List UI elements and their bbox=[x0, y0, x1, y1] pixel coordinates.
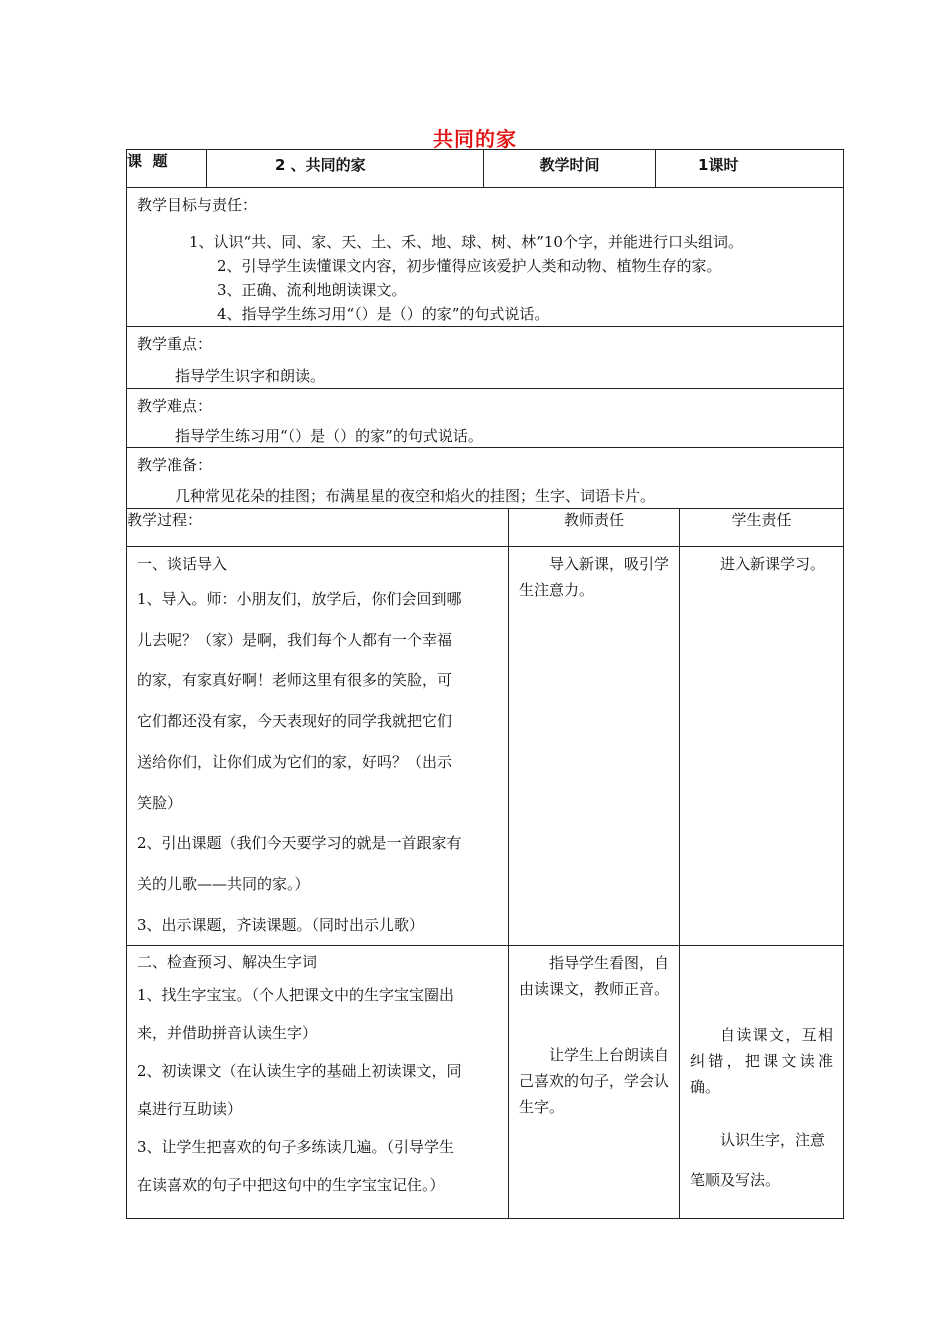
section1-line: 2、引出课题（我们今天要学习的就是一首跟家有 bbox=[137, 834, 462, 853]
section2-line: 1、找生字宝宝。（个人把课文中的生字宝宝圈出 bbox=[137, 986, 455, 1005]
topic-label: 课 题 bbox=[127, 150, 207, 188]
difficulties-text: 指导学生练习用“（）是（）的家”的句式说话。 bbox=[175, 427, 483, 445]
preparation-cell bbox=[127, 448, 844, 509]
goals-cell bbox=[127, 188, 844, 327]
process-header-row bbox=[127, 509, 844, 547]
section2-process bbox=[127, 946, 509, 1219]
section1-line: 的家，有家真好啊！老师这里有很多的笑脸，可 bbox=[137, 671, 453, 690]
section2-line: 二、检查预习、解决生字词 bbox=[137, 953, 318, 972]
section2-teacher-1: 指导学生看图，自由读课文，教师正音。 bbox=[519, 954, 670, 999]
document-title: 共同的家 bbox=[433, 127, 517, 151]
section1-line: 它们都还没有家，今天表现好的同学我就把它们 bbox=[137, 712, 453, 731]
key-points-cell bbox=[127, 327, 844, 389]
preparation-label: 教学准备： bbox=[137, 456, 213, 474]
section2-teacher-2: 让学生上台朗读自己喜欢的句子，学会认生字。 bbox=[519, 1046, 670, 1117]
section1-row bbox=[127, 547, 844, 946]
section1-line: 笑脸） bbox=[137, 793, 183, 812]
section1-line: 3、出示课题，齐读课题。（同时出示儿歌） bbox=[137, 915, 425, 934]
section1-line: 关的儿歌——共同的家。） bbox=[137, 874, 310, 893]
section1-line: 送给你们，让你们成为它们的家，好吗？（出示 bbox=[137, 752, 453, 771]
section2-student-1: 自读课文，互相纠错，把课文读准确。 bbox=[690, 1026, 834, 1097]
section1-process bbox=[127, 547, 509, 946]
key-points-row bbox=[127, 327, 844, 389]
section1-line: 1、导入。师：小朋友们，放学后，你们会回到哪 bbox=[137, 590, 462, 608]
time-value: 1课时 bbox=[656, 150, 844, 188]
goals-list bbox=[127, 218, 843, 326]
section2-student-cell bbox=[680, 946, 844, 1219]
goal-item: 3、正确、流利地朗读课文。 bbox=[217, 281, 407, 299]
section2-line: 来，并借助拼音认读生字） bbox=[137, 1024, 318, 1043]
lesson-plan-table bbox=[126, 149, 844, 1219]
topic-value: 2 、共同的家 bbox=[207, 150, 484, 188]
difficulties-row bbox=[127, 389, 844, 448]
key-points-text: 指导学生识字和朗读。 bbox=[175, 367, 326, 385]
section2-line: 2、初读课文（在认读生字的基础上初读课文，同 bbox=[137, 1062, 462, 1081]
preparation-text: 几种常见花朵的挂图；布满星星的夜空和焰火的挂图；生字、词语卡片。 bbox=[175, 487, 656, 505]
goals-label: 教学目标与责任： bbox=[137, 196, 258, 214]
goal-item: 2、引导学生读懂课文内容，初步懂得应该爱护人类和动物、植物生存的家。 bbox=[217, 257, 722, 275]
difficulties-label: 教学难点： bbox=[137, 397, 213, 415]
section2-student-2: 认识生字，注意笔顺及写法。 bbox=[690, 1131, 826, 1190]
section2-row bbox=[127, 946, 844, 1219]
section1-student-cell bbox=[680, 547, 844, 946]
section1-teacher: 导入新课，吸引学生注意力。 bbox=[519, 555, 670, 599]
process-label: 教学过程： bbox=[127, 509, 509, 547]
section1-line: 一、谈话导入 bbox=[137, 555, 228, 573]
section2-teacher-cell bbox=[509, 946, 680, 1219]
section1-student: 进入新课学习。 bbox=[720, 555, 826, 573]
section1-line: 儿去呢？（家）是啊，我们每个人都有一个幸福 bbox=[137, 630, 453, 649]
key-points-label: 教学重点： bbox=[137, 335, 213, 353]
header-row bbox=[127, 150, 844, 188]
section1-teacher-cell bbox=[509, 547, 680, 946]
goal-item: 1、认识“共、同、家、天、土、禾、地、球、树、林”10个字，并能进行口头组词。 bbox=[189, 233, 743, 251]
time-label: 教学时间 bbox=[484, 150, 656, 188]
preparation-row bbox=[127, 448, 844, 509]
section2-line: 桌进行互助读） bbox=[137, 1100, 243, 1119]
section2-line: 在读喜欢的句子中把这句中的生字宝宝记住。） bbox=[137, 1176, 445, 1195]
goals-row bbox=[127, 188, 844, 327]
teacher-column-header: 教师责任 bbox=[509, 509, 680, 547]
student-column-header: 学生责任 bbox=[680, 509, 844, 547]
section2-line: 3、让学生把喜欢的句子多练读几遍。（引导学生 bbox=[137, 1138, 455, 1157]
goal-item: 4、指导学生练习用“（）是（）的家”的句式说话。 bbox=[217, 305, 550, 323]
difficulties-cell bbox=[127, 389, 844, 448]
